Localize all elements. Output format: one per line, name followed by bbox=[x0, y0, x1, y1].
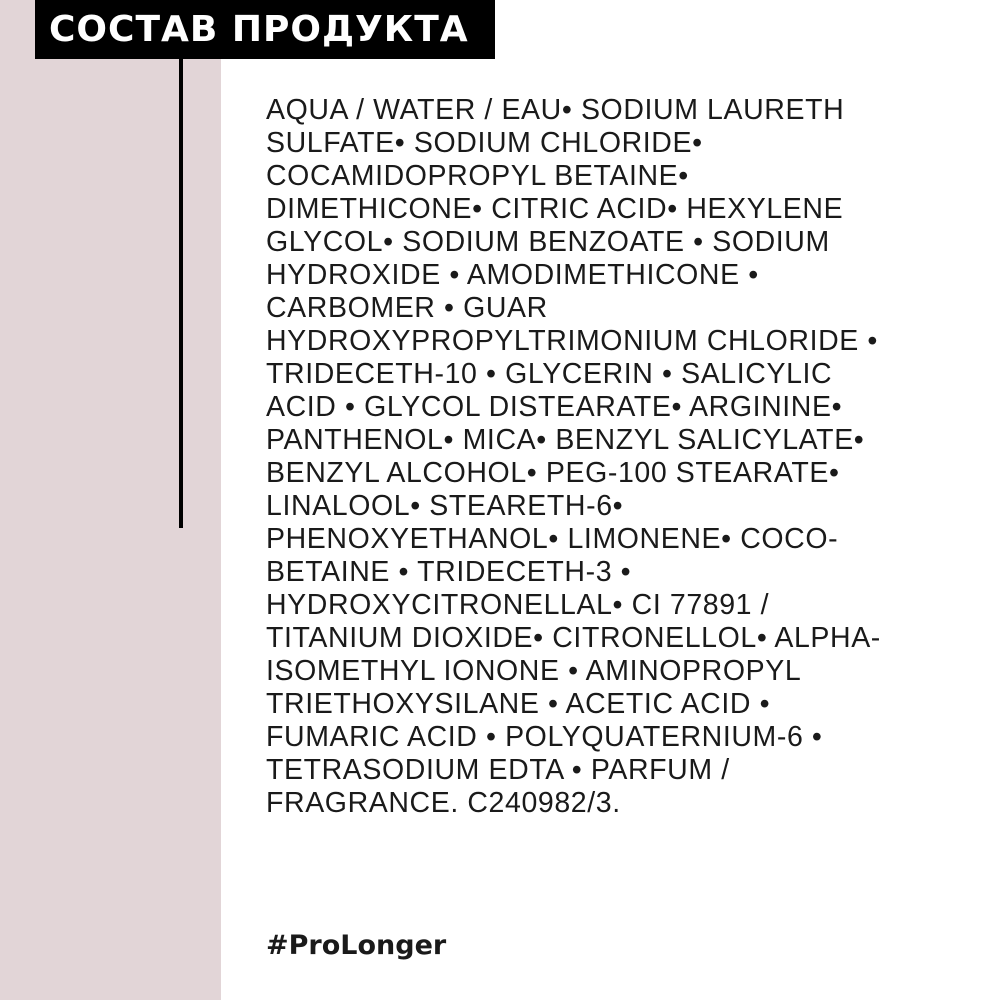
title-bar bbox=[35, 0, 495, 59]
hashtag: #ProLonger bbox=[266, 930, 447, 961]
side-panel bbox=[0, 0, 221, 1000]
ingredients-list: AQUA / WATER / EAU• SODIUM LAURETH SULFATE• SODIUM CHLORIDE• COCAMIDOPROPYL BETAINE• DIMETHICONE• CITRIC ACID• HEXYLENE GLYCOL• SODIUM BENZOATE • SODIUM HYDROXIDE • AMODIMETHICONE • CARBOMER • GUAR HYDROXYPROPYLTRIMONIUM CHLORIDE • TRIDECETH-10 • GLYCERIN • SALICYLIC ACID • GLYCOL DISTEARATE• ARGININE• PANTHENOL• MICA• BENZYL SALICYLATE• BENZYL ALCOHOL• PEG-100 STEARATE• LINALOOL• STEARETH-6• PHENOXYETHANOL• LIMONENE• COCO- BETAINE • TRIDECETH-3 • HYDROXYCITRONELLAL• CI 77891 / TITANIUM DIOXIDE• CITRONELLOL• ALPHA- ISOMETHYL IONONE • AMINOPROPYL TRIETHOXYSILANE • ACETIC ACID • FUMARIC ACID • POLYQUATERNIUM-6 • TETRASODIUM EDTA • PARFUM / FRAGRANCE. C240982/3. bbox=[266, 94, 881, 819]
page-title: СОСТАВ ПРОДУКТА bbox=[49, 8, 469, 50]
accent-line bbox=[179, 59, 183, 528]
